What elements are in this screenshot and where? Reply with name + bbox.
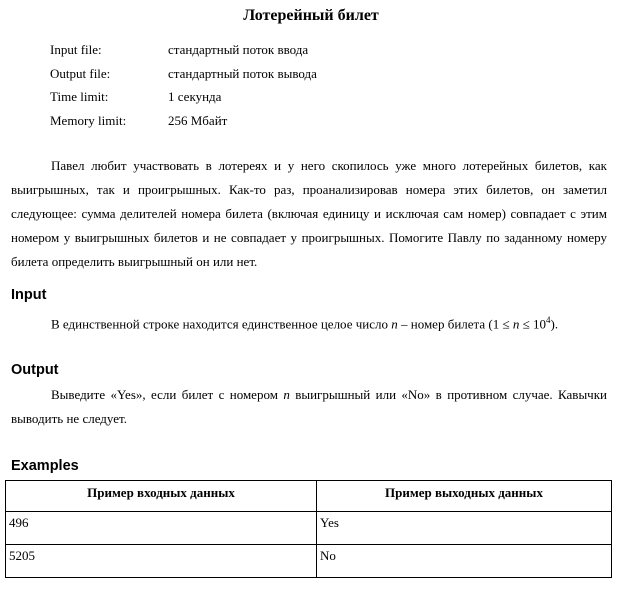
table-row xyxy=(6,545,612,578)
table-header-row xyxy=(6,481,612,512)
meta-label: Output file: xyxy=(50,65,111,81)
meta-label: Memory limit: xyxy=(50,112,127,128)
output-text: выигрышный или «No» в противном случае. Кавычки выводить не следует. xyxy=(11,387,607,426)
meta-label: Input file: xyxy=(50,42,102,57)
input-text: В единственной строке находится единственное целое число xyxy=(51,316,392,332)
example-input-cell: 496 xyxy=(6,512,317,545)
example-output-cell: No xyxy=(317,545,612,578)
column-header-output: Пример выходных данных xyxy=(317,481,612,512)
output-text: Выведите «Yes», если билет с номером xyxy=(51,387,284,402)
meta-row-time-limit xyxy=(50,88,317,112)
exponent: 4 xyxy=(546,315,551,325)
meta-value: стандартный поток вывода xyxy=(168,65,317,81)
table-row xyxy=(6,512,612,545)
output-heading: Output xyxy=(11,362,59,378)
meta-row-input-file xyxy=(50,41,317,65)
output-description xyxy=(11,383,607,431)
problem-legend: Павел любит участвовать в лотереях и у него скопилось уже много лотерейных билетов, как выигрышных, так и проигрышных. Как-то раз, проанализировав номера этих билетов, он заметил следующее: сумма делителей номера билета (включая единицу и исключая сам номер) совпадает с этим номером у выигрышных билетов и не совпадает у проигрышных. Помогите Павлу по заданному номеру билета определить выигрышный он или нет. xyxy=(11,158,607,269)
meta-value: 256 Мбайт xyxy=(168,112,228,128)
meta-row-memory-limit xyxy=(50,112,317,136)
meta-row-output-file xyxy=(50,65,317,89)
variable-n: n xyxy=(512,316,520,332)
meta-value: стандартный поток ввода xyxy=(168,42,309,57)
column-header-input: Пример входных данных xyxy=(6,481,317,512)
input-heading: Input xyxy=(11,287,47,303)
variable-n: n xyxy=(391,316,398,332)
input-text: – номер билета (1 ≤ xyxy=(397,316,513,332)
examples-heading: Examples xyxy=(11,458,79,474)
input-text: ≤ 10 xyxy=(519,316,546,332)
meta-label: Time limit: xyxy=(50,89,109,104)
input-text: ). xyxy=(550,316,559,332)
meta-value: 1 секунда xyxy=(168,89,222,104)
variable-n: n xyxy=(283,387,290,402)
problem-limits xyxy=(50,41,317,135)
example-output-cell: Yes xyxy=(317,512,612,545)
input-description xyxy=(11,308,607,336)
examples-table xyxy=(5,480,612,578)
page-title: Лотерейный билет xyxy=(243,7,379,24)
example-input-cell: 5205 xyxy=(6,545,317,578)
